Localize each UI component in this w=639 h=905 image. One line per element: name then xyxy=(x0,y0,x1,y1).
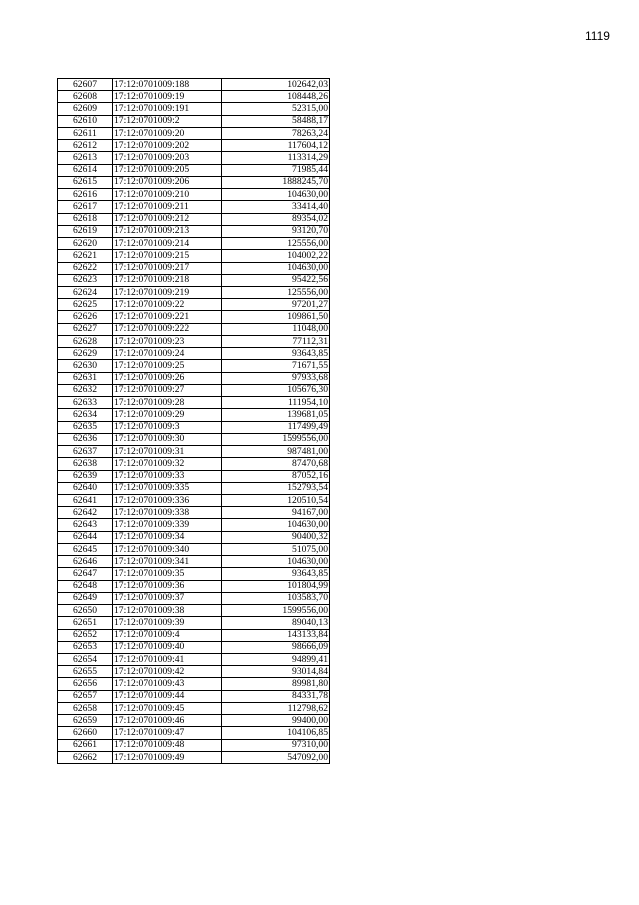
row-number-cell: 62662 xyxy=(58,751,113,763)
cadastral-number-cell: 17:12:0701009:210 xyxy=(113,189,222,201)
cadastral-value-cell: 125556,00 xyxy=(222,238,330,250)
cadastral-value-cell: 108448,26 xyxy=(222,91,330,103)
row-number-cell: 62614 xyxy=(58,164,113,176)
cadastral-value-cell: 95422,56 xyxy=(222,274,330,286)
cadastral-number-cell: 17:12:0701009:213 xyxy=(113,225,222,237)
row-number-cell: 62625 xyxy=(58,299,113,311)
row-number-cell: 62648 xyxy=(58,580,113,592)
table-row xyxy=(58,592,330,604)
row-number-cell: 62661 xyxy=(58,739,113,751)
row-number-cell: 62656 xyxy=(58,678,113,690)
cadastral-number-cell: 17:12:0701009:3 xyxy=(113,421,222,433)
table-row xyxy=(58,433,330,445)
cadastral-value-cell: 89981,80 xyxy=(222,678,330,690)
cadastral-number-cell: 17:12:0701009:44 xyxy=(113,690,222,702)
table-row xyxy=(58,458,330,470)
cadastral-value-cell: 97933,68 xyxy=(222,372,330,384)
table-row xyxy=(58,286,330,298)
row-number-cell: 62647 xyxy=(58,568,113,580)
table-row xyxy=(58,250,330,262)
cadastral-value-cell: 987481,00 xyxy=(222,446,330,458)
row-number-cell: 62630 xyxy=(58,360,113,372)
cadastral-number-cell: 17:12:0701009:219 xyxy=(113,286,222,298)
row-number-cell: 62642 xyxy=(58,507,113,519)
row-number-cell: 62619 xyxy=(58,225,113,237)
cadastral-value-cell: 117604,12 xyxy=(222,140,330,152)
table-row xyxy=(58,201,330,213)
row-number-cell: 62654 xyxy=(58,654,113,666)
cadastral-number-cell: 17:12:0701009:45 xyxy=(113,702,222,714)
cadastral-number-cell: 17:12:0701009:27 xyxy=(113,384,222,396)
cadastral-value-cell: 93643,85 xyxy=(222,348,330,360)
table-row xyxy=(58,91,330,103)
cadastral-value-cell: 1599556,00 xyxy=(222,605,330,617)
table-row xyxy=(58,446,330,458)
table-row xyxy=(58,543,330,555)
row-number-cell: 62650 xyxy=(58,605,113,617)
cadastral-value-cell: 89040,13 xyxy=(222,617,330,629)
row-number-cell: 62611 xyxy=(58,127,113,139)
table-row xyxy=(58,580,330,592)
row-number-cell: 62658 xyxy=(58,702,113,714)
table-row xyxy=(58,470,330,482)
row-number-cell: 62659 xyxy=(58,715,113,727)
cadastral-value-cell: 125556,00 xyxy=(222,286,330,298)
table-row xyxy=(58,335,330,347)
cadastral-number-cell: 17:12:0701009:32 xyxy=(113,458,222,470)
table-row xyxy=(58,79,330,91)
cadastral-value-cell: 93643,85 xyxy=(222,568,330,580)
cadastral-value-cell: 33414,40 xyxy=(222,201,330,213)
cadastral-number-cell: 17:12:0701009:4 xyxy=(113,629,222,641)
cadastral-value-cell: 105676,30 xyxy=(222,384,330,396)
cadastral-number-cell: 17:12:0701009:188 xyxy=(113,79,222,91)
table-row xyxy=(58,299,330,311)
cadastral-number-cell: 17:12:0701009:338 xyxy=(113,507,222,519)
table-body xyxy=(58,79,330,764)
row-number-cell: 62660 xyxy=(58,727,113,739)
cadastral-number-cell: 17:12:0701009:47 xyxy=(113,727,222,739)
table-row xyxy=(58,152,330,164)
cadastral-value-cell: 1599556,00 xyxy=(222,433,330,445)
table-row xyxy=(58,568,330,580)
cadastral-value-cell: 113314,29 xyxy=(222,152,330,164)
cadastral-value-cell: 152793,54 xyxy=(222,482,330,494)
cadastral-value-cell: 78263,24 xyxy=(222,127,330,139)
cadastral-number-cell: 17:12:0701009:48 xyxy=(113,739,222,751)
cadastral-number-cell: 17:12:0701009:34 xyxy=(113,531,222,543)
cadastral-value-cell: 93014,84 xyxy=(222,666,330,678)
table-row xyxy=(58,629,330,641)
cadastral-value-cell: 99400,00 xyxy=(222,715,330,727)
row-number-cell: 62610 xyxy=(58,115,113,127)
row-number-cell: 62609 xyxy=(58,103,113,115)
table-row xyxy=(58,494,330,506)
cadastral-value-cell: 104630,00 xyxy=(222,262,330,274)
cadastral-number-cell: 17:12:0701009:46 xyxy=(113,715,222,727)
table-row xyxy=(58,262,330,274)
table-row xyxy=(58,164,330,176)
cadastral-number-cell: 17:12:0701009:191 xyxy=(113,103,222,115)
cadastral-number-cell: 17:12:0701009:33 xyxy=(113,470,222,482)
row-number-cell: 62637 xyxy=(58,446,113,458)
cadastral-number-cell: 17:12:0701009:25 xyxy=(113,360,222,372)
cadastral-value-cell: 94899,41 xyxy=(222,654,330,666)
cadastral-value-cell: 77112,31 xyxy=(222,335,330,347)
cadastral-number-cell: 17:12:0701009:2 xyxy=(113,115,222,127)
row-number-cell: 62644 xyxy=(58,531,113,543)
row-number-cell: 62651 xyxy=(58,617,113,629)
table-row xyxy=(58,103,330,115)
cadastral-number-cell: 17:12:0701009:49 xyxy=(113,751,222,763)
cadastral-number-cell: 17:12:0701009:38 xyxy=(113,605,222,617)
cadastral-value-cell: 97201,27 xyxy=(222,299,330,311)
row-number-cell: 62633 xyxy=(58,397,113,409)
row-number-cell: 62634 xyxy=(58,409,113,421)
row-number-cell: 62617 xyxy=(58,201,113,213)
table-row xyxy=(58,274,330,286)
cadastral-value-cell: 71671,55 xyxy=(222,360,330,372)
row-number-cell: 62653 xyxy=(58,641,113,653)
cadastral-value-cell: 87470,68 xyxy=(222,458,330,470)
row-number-cell: 62620 xyxy=(58,238,113,250)
table-row xyxy=(58,739,330,751)
table-row xyxy=(58,397,330,409)
cadastral-number-cell: 17:12:0701009:215 xyxy=(113,250,222,262)
cadastral-value-cell: 87052,16 xyxy=(222,470,330,482)
row-number-cell: 62613 xyxy=(58,152,113,164)
table-row xyxy=(58,690,330,702)
cadastral-value-cell: 104630,00 xyxy=(222,189,330,201)
cadastral-number-cell: 17:12:0701009:41 xyxy=(113,654,222,666)
cadastral-number-cell: 17:12:0701009:206 xyxy=(113,176,222,188)
row-number-cell: 62641 xyxy=(58,494,113,506)
row-number-cell: 62622 xyxy=(58,262,113,274)
cadastral-value-cell: 139681,05 xyxy=(222,409,330,421)
cadastral-number-cell: 17:12:0701009:217 xyxy=(113,262,222,274)
table-row xyxy=(58,311,330,323)
cadastral-value-cell: 90400,32 xyxy=(222,531,330,543)
cadastral-number-cell: 17:12:0701009:23 xyxy=(113,335,222,347)
row-number-cell: 62636 xyxy=(58,433,113,445)
cadastral-number-cell: 17:12:0701009:335 xyxy=(113,482,222,494)
cadastral-number-cell: 17:12:0701009:24 xyxy=(113,348,222,360)
cadastral-number-cell: 17:12:0701009:30 xyxy=(113,433,222,445)
table-row xyxy=(58,238,330,250)
cadastral-value-cell: 104630,00 xyxy=(222,519,330,531)
row-number-cell: 62629 xyxy=(58,348,113,360)
table-row xyxy=(58,409,330,421)
table-row xyxy=(58,556,330,568)
cadastral-number-cell: 17:12:0701009:205 xyxy=(113,164,222,176)
cadastral-value-cell: 58488,17 xyxy=(222,115,330,127)
table-row xyxy=(58,641,330,653)
cadastral-value-cell: 97310,00 xyxy=(222,739,330,751)
cadastral-value-cell: 109861,50 xyxy=(222,311,330,323)
table-row xyxy=(58,360,330,372)
cadastral-number-cell: 17:12:0701009:202 xyxy=(113,140,222,152)
table-row xyxy=(58,323,330,335)
table-row xyxy=(58,482,330,494)
table-row xyxy=(58,225,330,237)
table-row xyxy=(58,605,330,617)
cadastral-number-cell: 17:12:0701009:36 xyxy=(113,580,222,592)
cadastral-number-cell: 17:12:0701009:341 xyxy=(113,556,222,568)
row-number-cell: 62639 xyxy=(58,470,113,482)
cadastral-value-cell: 94167,00 xyxy=(222,507,330,519)
row-number-cell: 62649 xyxy=(58,592,113,604)
table-row xyxy=(58,519,330,531)
row-number-cell: 62657 xyxy=(58,690,113,702)
cadastral-number-cell: 17:12:0701009:31 xyxy=(113,446,222,458)
table-row xyxy=(58,678,330,690)
cadastral-number-cell: 17:12:0701009:42 xyxy=(113,666,222,678)
row-number-cell: 62628 xyxy=(58,335,113,347)
row-number-cell: 62652 xyxy=(58,629,113,641)
cadastral-value-cell: 1888245,70 xyxy=(222,176,330,188)
cadastral-number-cell: 17:12:0701009:37 xyxy=(113,592,222,604)
cadastral-number-cell: 17:12:0701009:22 xyxy=(113,299,222,311)
row-number-cell: 62616 xyxy=(58,189,113,201)
table-row xyxy=(58,421,330,433)
cadastral-value-cell: 143133,84 xyxy=(222,629,330,641)
table-row xyxy=(58,507,330,519)
row-number-cell: 62624 xyxy=(58,286,113,298)
cadastral-number-cell: 17:12:0701009:20 xyxy=(113,127,222,139)
table-row xyxy=(58,531,330,543)
cadastral-number-cell: 17:12:0701009:26 xyxy=(113,372,222,384)
cadastral-number-cell: 17:12:0701009:40 xyxy=(113,641,222,653)
cadastral-number-cell: 17:12:0701009:339 xyxy=(113,519,222,531)
table-row xyxy=(58,666,330,678)
row-number-cell: 62643 xyxy=(58,519,113,531)
row-number-cell: 62638 xyxy=(58,458,113,470)
cadastral-value-cell: 93120,70 xyxy=(222,225,330,237)
row-number-cell: 62623 xyxy=(58,274,113,286)
table-row xyxy=(58,751,330,763)
table-row xyxy=(58,127,330,139)
row-number-cell: 62627 xyxy=(58,323,113,335)
cadastral-number-cell: 17:12:0701009:43 xyxy=(113,678,222,690)
cadastral-value-cell: 104002,22 xyxy=(222,250,330,262)
cadastral-value-table xyxy=(57,78,330,764)
cadastral-number-cell: 17:12:0701009:203 xyxy=(113,152,222,164)
cadastral-value-cell: 104106,85 xyxy=(222,727,330,739)
cadastral-number-cell: 17:12:0701009:28 xyxy=(113,397,222,409)
table-row xyxy=(58,348,330,360)
cadastral-value-cell: 112798,62 xyxy=(222,702,330,714)
cadastral-value-cell: 104630,00 xyxy=(222,556,330,568)
table-row xyxy=(58,617,330,629)
cadastral-value-cell: 98666,09 xyxy=(222,641,330,653)
row-number-cell: 62640 xyxy=(58,482,113,494)
cadastral-number-cell: 17:12:0701009:29 xyxy=(113,409,222,421)
cadastral-value-cell: 120510,54 xyxy=(222,494,330,506)
table-row xyxy=(58,727,330,739)
cadastral-value-cell: 89354,02 xyxy=(222,213,330,225)
cadastral-number-cell: 17:12:0701009:212 xyxy=(113,213,222,225)
row-number-cell: 62626 xyxy=(58,311,113,323)
cadastral-value-cell: 52315,00 xyxy=(222,103,330,115)
cadastral-number-cell: 17:12:0701009:214 xyxy=(113,238,222,250)
cadastral-number-cell: 17:12:0701009:39 xyxy=(113,617,222,629)
table-row xyxy=(58,213,330,225)
row-number-cell: 62615 xyxy=(58,176,113,188)
table-row xyxy=(58,115,330,127)
table-row xyxy=(58,702,330,714)
cadastral-number-cell: 17:12:0701009:35 xyxy=(113,568,222,580)
page-number: 1119 xyxy=(585,29,610,43)
cadastral-number-cell: 17:12:0701009:218 xyxy=(113,274,222,286)
table-row xyxy=(58,176,330,188)
cadastral-value-cell: 547092,00 xyxy=(222,751,330,763)
cadastral-value-cell: 111954,10 xyxy=(222,397,330,409)
row-number-cell: 62618 xyxy=(58,213,113,225)
row-number-cell: 62635 xyxy=(58,421,113,433)
row-number-cell: 62612 xyxy=(58,140,113,152)
table-row xyxy=(58,654,330,666)
cadastral-value-cell: 103583,70 xyxy=(222,592,330,604)
table-row xyxy=(58,189,330,201)
cadastral-number-cell: 17:12:0701009:211 xyxy=(113,201,222,213)
row-number-cell: 62631 xyxy=(58,372,113,384)
cadastral-value-cell: 117499,49 xyxy=(222,421,330,433)
table-row xyxy=(58,715,330,727)
cadastral-value-cell: 51075,00 xyxy=(222,543,330,555)
cadastral-value-cell: 11048,00 xyxy=(222,323,330,335)
cadastral-number-cell: 17:12:0701009:19 xyxy=(113,91,222,103)
table-row xyxy=(58,372,330,384)
cadastral-value-cell: 71985,44 xyxy=(222,164,330,176)
row-number-cell: 62621 xyxy=(58,250,113,262)
row-number-cell: 62646 xyxy=(58,556,113,568)
cadastral-number-cell: 17:12:0701009:340 xyxy=(113,543,222,555)
row-number-cell: 62645 xyxy=(58,543,113,555)
cadastral-value-cell: 102642,03 xyxy=(222,79,330,91)
table-row xyxy=(58,140,330,152)
row-number-cell: 62607 xyxy=(58,79,113,91)
cadastral-number-cell: 17:12:0701009:222 xyxy=(113,323,222,335)
cadastral-value-cell: 84331,78 xyxy=(222,690,330,702)
table-row xyxy=(58,384,330,396)
cadastral-number-cell: 17:12:0701009:221 xyxy=(113,311,222,323)
cadastral-number-cell: 17:12:0701009:336 xyxy=(113,494,222,506)
row-number-cell: 62608 xyxy=(58,91,113,103)
cadastral-value-cell: 101804,99 xyxy=(222,580,330,592)
row-number-cell: 62632 xyxy=(58,384,113,396)
row-number-cell: 62655 xyxy=(58,666,113,678)
